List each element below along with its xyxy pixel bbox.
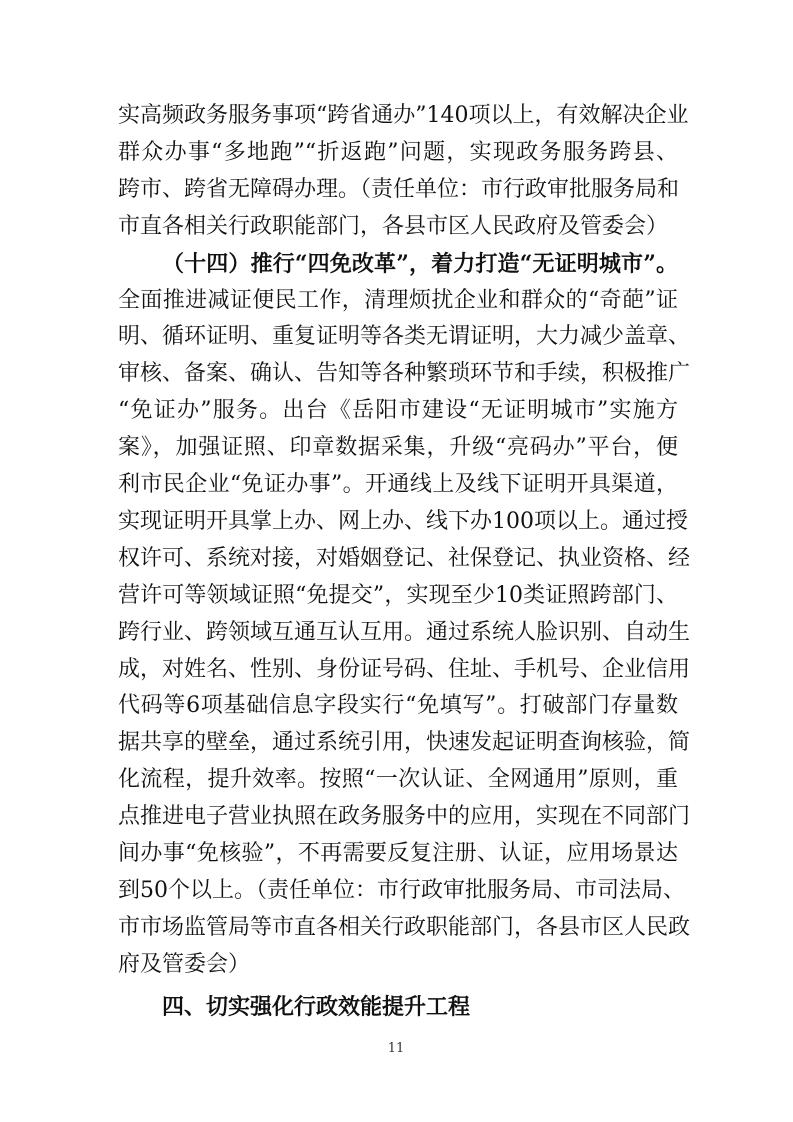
body-line-15: 跨行业、跨领域互通互认互用。通过系统人脸识别、自动生 [118,620,691,645]
body-line-1: 实高频政务服务事项“跨省通办”140项以上，有效解决企业 [118,103,689,128]
section-heading: 四、切实强化行政效能提升工程 [162,995,471,1020]
body-line-6: 全面推进减证便民工作，清理烦扰企业和群众的“奇葩”证 [118,288,678,313]
body-line-9: “免证办”服务。出台《岳阳市建设“无证明城市”实施方 [118,398,678,423]
body-line-13: 权许可、系统对接，对婚姻登记、社保登记、执业资格、经 [118,546,691,571]
body-line-20: 点推进电子营业执照在政务服务中的应用，实现在不同部门 [118,804,691,829]
body-line-14: 营许可等领域证照“免提交”，实现至少10类证照跨部门、 [118,583,678,608]
body-line-17: 代码等6项基础信息字段实行“免填写”。打破部门存量数 [118,693,678,718]
body-line-22: 到50个以上。（责任单位：市行政审批服务局、市司法局、 [118,878,685,903]
body-line-4: 市直各相关行政职能部门，各县市区人民政府及管委会） [118,214,669,239]
body-line-3: 跨市、跨省无障碍办理。（责任单位：市行政审批服务局和 [118,177,680,202]
body-line-18: 据共享的壁垒，通过系统引用，快速发起证明查询核验，简 [118,730,691,755]
body-line-2: 群众办事“多地跑”“折返跑”问题，实现政务服务跨县、 [118,140,678,165]
body-line-16: 成，对姓名、性别、身份证号码、住址、手机号、企业信用 [118,657,691,682]
body-line-11: 利市民企业“免证办事”。开通线上及线下证明开具渠道， [118,472,678,497]
body-line-7: 明、循环证明、重复证明等各类无谓证明，大力减少盖章、 [118,324,691,349]
body-line-12: 实现证明开具掌上办、网上办、线下办100项以上。通过授 [118,509,688,534]
subsection-heading: （十四）推行“四免改革”，着力打造“无证明城市”。 [162,251,678,277]
body-line-10: 案》，加强证照、印章数据采集，升级“亮码办”平台，便 [118,435,678,460]
body-line-8: 审核、备案、确认、告知等各种繁琐环节和手续，积极推广 [118,361,691,386]
body-line-23: 市市场监管局等市直各相关行政职能部门，各县市区人民政 [118,915,691,940]
body-line-19: 化流程，提升效率。按照“一次认证、全网通用”原则，重 [118,767,678,792]
body-line-21: 间办事“免核验”，不再需要反复注册、认证，应用场景达 [118,841,678,866]
body-line-24: 府及管委会） [118,952,251,977]
page-number: 11 [387,1041,405,1056]
